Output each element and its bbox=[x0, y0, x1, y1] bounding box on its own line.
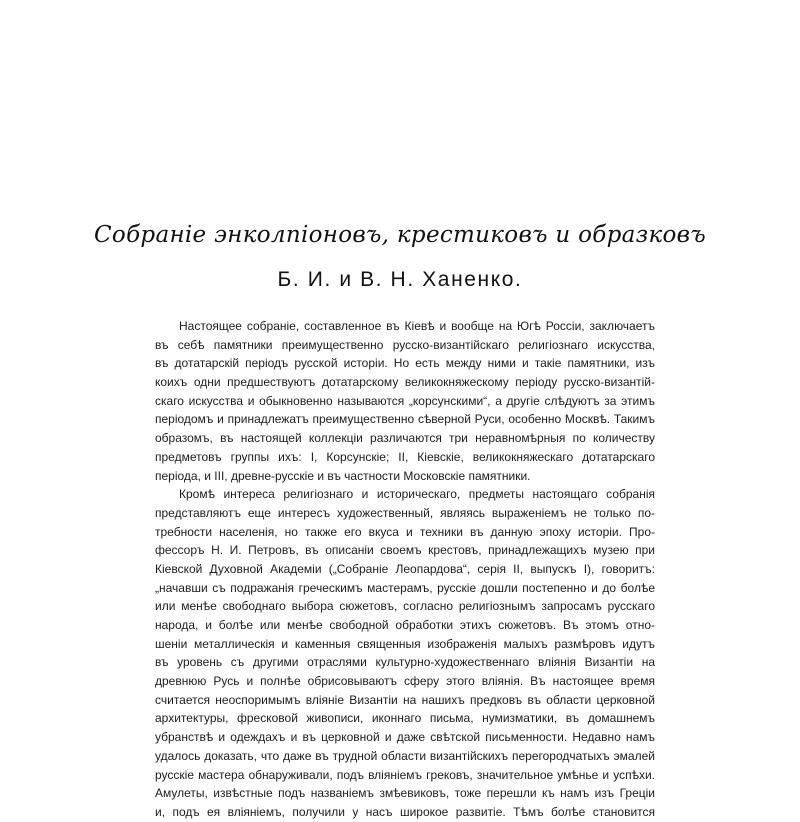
text-line: Кіевской Духовной Академіи („Собраніе Леопардова“, серія II, выпускъ I), говоритъ: bbox=[155, 561, 655, 576]
paragraph bbox=[155, 485, 655, 821]
text-line: убранствѣ и одеждахъ и въ церковной и даже свѣтской письменности. Недавно намъ bbox=[155, 730, 655, 745]
text-line: народа, и болѣе или менѣе свободной обработки этихъ сюжетовъ. Въ этомъ отно- bbox=[155, 618, 655, 632]
page-title: Собраніе энколпіоновъ, крестиковъ и образковъ bbox=[94, 222, 706, 248]
text-line: предметовъ группы ихъ: I, Корсунскіе; II, Кіевскіе, великокняжескаго дотатарскаго bbox=[155, 449, 655, 464]
text-line: или менѣе свободнаго выбора сюжетовъ, согласно религіознымъ запросамъ русскаго bbox=[155, 599, 655, 614]
page-subtitle: Б. И. и В. Н. Ханенко. bbox=[277, 268, 523, 291]
body-text bbox=[155, 317, 655, 822]
text-line: архитектуры, фресковой живописи, иконнаго письма, нумизматики, въ домашнемъ bbox=[155, 711, 655, 726]
text-line: въ дотатарскій періодъ русской исторіи. Но есть между ними и такіе памятники, изъ bbox=[155, 356, 655, 371]
text-line: образомъ, въ настоящей коллекціи различаются три неравномѣрныя по количеству bbox=[155, 431, 655, 446]
text-line: удалось доказать, что даже въ трудной области византійскихъ перегородчатыхъ эмалей bbox=[155, 748, 655, 763]
paragraph bbox=[155, 317, 655, 485]
text-line: Амулеты, извѣстные подъ названіемъ змѣевиковъ, тоже перешли къ намъ изъ Греціи bbox=[155, 786, 655, 801]
text-line: древнюю Русь и полнѣе обрисовываютъ сферу этого вліянія. Въ настоящее время bbox=[155, 674, 655, 689]
text-line: коихъ одни предшествуютъ дотатарскому великокняжескому періоду русско-византій- bbox=[155, 375, 655, 390]
text-line: скаго искусства и обыкновенно называются „корсунскими“, а другіе слѣдуютъ за этимъ bbox=[155, 393, 655, 408]
text-line: русскіе мастера обнаруживали, подъ вліяніемъ грековъ, значительное умѣнье и успѣхи. bbox=[155, 767, 655, 782]
text-line: фессоръ Н. И. Петровъ, въ описаніи своемъ крестовъ, принадлежащихъ музею при bbox=[155, 543, 655, 558]
text-line: періодомъ и принадлежатъ преимущественно сѣверной Руси, особенно Москвѣ. Такимъ bbox=[155, 412, 655, 427]
text-line: Кромѣ интереса религіознаго и историческаго, предметы настоящаго собранія bbox=[179, 487, 655, 502]
text-line: представляютъ еще интересъ художественный, являясь выраженіемъ не только по- bbox=[155, 505, 655, 520]
text-line: въ уровень съ другими отраслями культурно-художественнаго вліянія Византіи на bbox=[155, 655, 655, 670]
text-line: „начавши съ подражанія греческимъ мастерамъ, русскіе дошли постепенно и до болѣе bbox=[155, 580, 655, 595]
text-line: въ себѣ памятники преимущественно русско-византійскаго религіознаго искусства, bbox=[155, 337, 655, 352]
text-line: Настоящее собраніе, составленное въ Кіевѣ и вообще на Югѣ Россіи, заключаетъ bbox=[179, 319, 655, 333]
text-line: требности населенія, но также его вкуса и техники въ данную эпоху исторіи. Про- bbox=[155, 524, 655, 539]
text-line: шеніи металлическія и каменныя священныя изображенія малыхъ размѣровъ идутъ bbox=[155, 636, 655, 651]
text-line: и, подъ ея вліяніемъ, получили у насъ широкое развитіе. Тѣмъ болѣе становится bbox=[155, 804, 655, 819]
text-line: считается неоспоримымъ вліяніе Византіи на нашихъ предковъ въ области церковной bbox=[155, 692, 655, 707]
text-line: періода, и III, древне-русскіе и въ частности Московскіе памятники. bbox=[155, 468, 531, 483]
